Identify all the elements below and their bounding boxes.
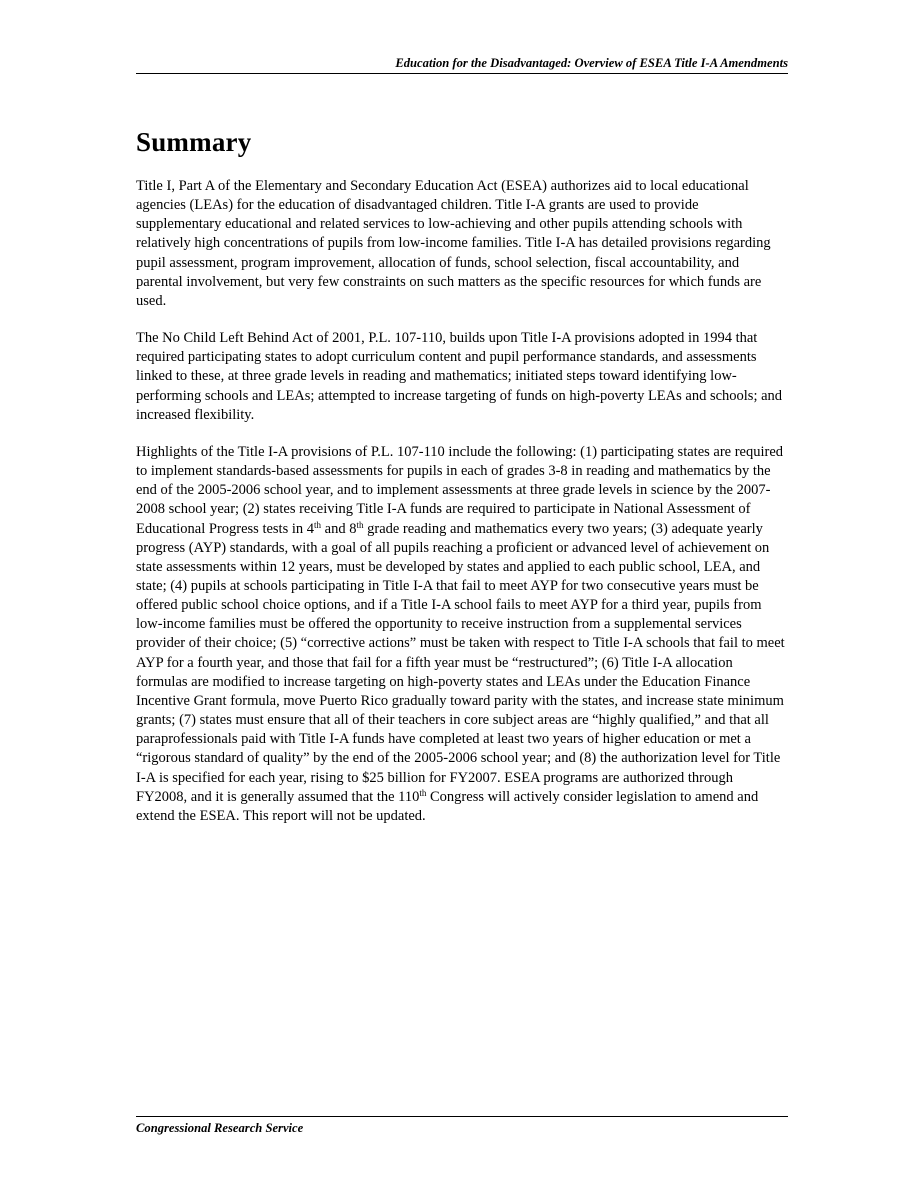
summary-paragraph-1: Title I, Part A of the Elementary and Secondary Education Act (ESEA) authorizes aid to local educational agencies (LEAs) for the education of disadvantaged children. Title I-A grants are used to provide supplementary educational and related services to low-achieving and other pupils attending schools with relatively high concentrations of pupils from low-income families. Title I-A has detailed provisions regarding pupil assessment, program improvement, allocation of funds, school selection, fiscal accountability, and parental involvement, but very few constraints on such matters as the specific resources for which funds are used. (136, 178, 771, 309)
paragraph-3-text-part-2: and 8 (321, 520, 357, 537)
running-header: Education for the Disadvantaged: Overview of ESEA Title I-A Amendments (395, 56, 788, 70)
summary-body (136, 177, 786, 844)
paragraph-3-text-part-1: Highlights of the Title I-A provisions of P.L. 107-110 include the following: (1) participating states are required to implement standards-based assessments for pupils in each of grades 3-8 in reading and mathematics by the end of the 2005-2006 school year, and to implement assessments at three grade levels in science by the 2007-2008 school year; (2) states receiving Title I-A funds are required to participate in National Assessment of Educational Progress tests in 4 (136, 443, 784, 537)
footer-label: Congressional Research Service (136, 1121, 304, 1135)
superscript-ordinal: th (314, 519, 322, 530)
header-divider (136, 73, 788, 74)
paragraph-3-text-part-4: Congress will actively consider legislation to amend and extend the ESEA. This report will not be updated. (136, 788, 759, 824)
superscript-ordinal: th (419, 787, 427, 798)
summary-paragraph-3 (136, 443, 786, 826)
superscript-ordinal: th (356, 519, 364, 530)
paragraph-3-text-part-3: grade reading and mathematics every two years; (3) adequate yearly progress (AYP) standards, with a goal of all pupils reaching a proficient or advanced level of achievement on state assessments within 12 years, must be developed by states and applied to each public school, LEA, and state; (4) pupils at schools participating in Title I-A that fail to meet AYP for two consecutive years must be offered public school choice options, and if a Title I-A school fails to meet AYP for a third year, pupils from low-income families must be offered the opportunity to receive instruction from a supplemental services provider of their choice; (5) “corrective actions” must be taken with respect to Title I-A schools that fail to meet AYP for a fourth year, and those that fail for a fifth year must be “restructured”; (6) Title I-A allocation formulas are modified to increase targeting on high-poverty states and LEAs under the Education Finance Incentive Grant formula, move Puerto Rico gradually toward parity with the states, and increase state minimum grants; (7) states must ensure that all of their teachers in core subject areas are “highly qualified,” and that all paraprofessionals paid with Title I-A funds have completed at least two years of higher education or met a “rigorous standard of quality” by the end of the 2005-2006 school year; and (8) the authorization level for Title I-A is specified for each year, rising to $25 billion for FY2007. ESEA programs are authorized through FY2008, and it is generally assumed that the 110 (136, 520, 785, 805)
page-title: Summary (136, 127, 252, 157)
footer-divider (136, 1116, 788, 1117)
summary-paragraph-2: The No Child Left Behind Act of 2001, P.L. 107-110, builds upon Title I-A provisions adopted in 1994 that required participating states to adopt curriculum content and pupil performance standards, and assessments linked to these, at three grade levels in reading and mathematics; initiated steps toward identifying low-performing schools and LEAs; attempted to increase targeting of funds on high-poverty LEAs and schools; and increased flexibility. (136, 330, 783, 423)
